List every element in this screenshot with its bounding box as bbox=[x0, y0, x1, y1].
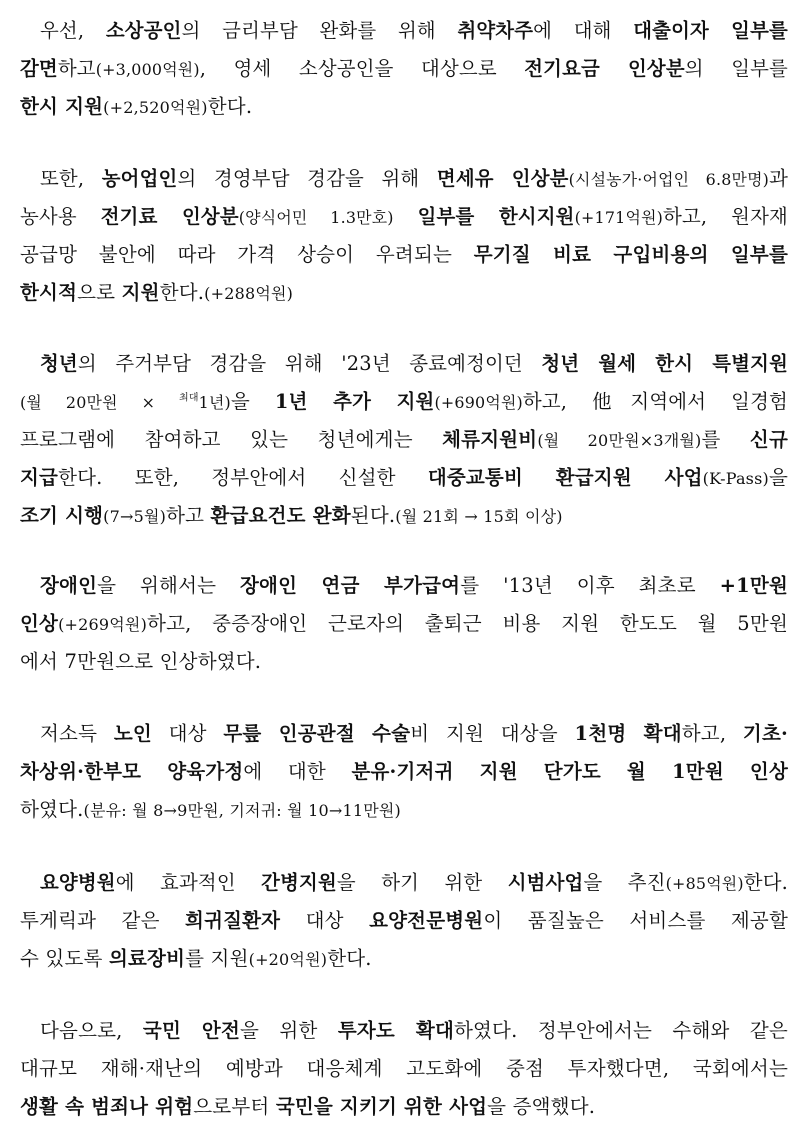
body-text: 대상 bbox=[280, 909, 370, 932]
bold-text: 조기 시행 bbox=[20, 504, 104, 527]
paragraph-7 bbox=[20, 1012, 788, 1126]
bold-text: 체류지원비 bbox=[442, 428, 538, 451]
note-text: (+171억원) bbox=[574, 208, 664, 227]
body-text: 하고, 他지역에서 일경험 bbox=[522, 390, 788, 413]
bold-text: 간병지원 bbox=[261, 871, 337, 894]
bold-text: 청년 bbox=[40, 352, 78, 375]
body-text: 을 하기 위한 bbox=[336, 871, 508, 894]
body-text: 를 '13년 이후 최초로 bbox=[460, 574, 720, 597]
bold-text: 차상위·한부모 양육가정 bbox=[20, 760, 244, 783]
bold-text: 무릎 인공관절 수술 bbox=[223, 722, 411, 745]
note-text: (월 21회 → 15회 이상) bbox=[395, 507, 563, 526]
body-text: 하고 bbox=[166, 504, 211, 527]
body-text: 하고, 중증장애인 근로자의 출퇴근 비용 지원 한도도 월 5만원 bbox=[147, 612, 788, 635]
body-text: 한다. bbox=[327, 947, 372, 970]
text-line bbox=[20, 198, 788, 236]
text-line bbox=[20, 459, 788, 497]
note-text: (+20억원) bbox=[248, 950, 328, 969]
body-text: 의 주거부담 경감을 위해 '23년 종료예정이던 bbox=[77, 352, 542, 375]
body-text: 한다. bbox=[743, 871, 788, 894]
body-text: 과 bbox=[769, 167, 788, 190]
bold-text: 노인 bbox=[113, 722, 152, 745]
text-line bbox=[20, 864, 788, 902]
note-text: (+85억원) bbox=[665, 874, 744, 893]
body-text: 농사용 bbox=[20, 205, 101, 228]
body-text: 다음으로, bbox=[40, 1019, 143, 1042]
bold-text: 전기료 인상분 bbox=[100, 205, 239, 228]
bold-text: 분유·기저귀 지원 단가도 월 1만원 인상 bbox=[351, 760, 788, 783]
bold-text: 무기질 비료 구입비용의 일부를 bbox=[473, 243, 788, 266]
note-text: (+3,000억원) bbox=[95, 60, 200, 79]
bold-text: 청년 월세 한시 특별지원 bbox=[541, 352, 788, 375]
body-text: 비 지원 대상을 bbox=[410, 722, 575, 745]
body-text: 하였다. 정부안에서는 수해와 같은 bbox=[453, 1019, 788, 1042]
bold-text: 의료장비 bbox=[108, 947, 186, 970]
body-text: 하고, 원자재 bbox=[663, 205, 788, 228]
text-line bbox=[20, 88, 788, 126]
text-line bbox=[20, 383, 788, 421]
note-text: (+288억원) bbox=[204, 284, 294, 303]
bold-text: 소상공인 bbox=[105, 19, 182, 42]
text-line bbox=[20, 497, 788, 535]
text-line bbox=[20, 345, 788, 383]
note-text: 1년) bbox=[198, 393, 231, 412]
text-line bbox=[20, 274, 788, 312]
body-text: 의 일부를 bbox=[684, 57, 788, 80]
bold-text: 희귀질환자 bbox=[185, 909, 281, 932]
body-text: 으로부터 bbox=[193, 1095, 276, 1118]
body-text: 투게릭과 같은 bbox=[20, 909, 186, 932]
paragraph-4 bbox=[20, 567, 788, 681]
note-text: (7→5월) bbox=[103, 507, 167, 526]
bold-text: 한시적 bbox=[20, 281, 78, 304]
text-line bbox=[20, 160, 788, 198]
note-text: (시설농가·어업인 6.8만명) bbox=[568, 170, 770, 189]
body-text: 의 경영부담 경감을 위해 bbox=[177, 167, 437, 190]
bold-text: 장애인 연금 부가급여 bbox=[240, 574, 461, 597]
body-text: 대상 bbox=[151, 722, 224, 745]
note-text: (분유: 월 8→9만원, 기저귀: 월 10→11만원) bbox=[83, 801, 402, 820]
paragraph-5 bbox=[20, 715, 788, 829]
text-line bbox=[20, 12, 788, 50]
body-text: 을 bbox=[768, 466, 788, 489]
body-text: 된다. bbox=[350, 504, 396, 527]
paragraph-6 bbox=[20, 864, 788, 978]
bold-text: 국민을 지키기 위한 사업 bbox=[275, 1095, 488, 1118]
body-text: 에 대해 bbox=[533, 19, 634, 42]
body-text: 을 증액했다. bbox=[487, 1095, 596, 1118]
text-line bbox=[20, 715, 788, 753]
note-text: (양식어민 1.3만호) bbox=[238, 208, 394, 227]
note-text: (+2,520억원) bbox=[103, 98, 208, 117]
bold-text: 투자도 확대 bbox=[337, 1019, 454, 1042]
bold-text: 일부를 한시지원 bbox=[417, 205, 575, 228]
text-line bbox=[20, 1012, 788, 1050]
paragraph-3 bbox=[20, 345, 788, 535]
bold-text: 인상 bbox=[20, 612, 59, 635]
body-text: 을 추진 bbox=[583, 871, 666, 894]
bold-text: 1천명 확대 bbox=[574, 722, 682, 745]
paragraph-2 bbox=[20, 160, 788, 312]
body-text: 을 위해서는 bbox=[97, 574, 240, 597]
note-text: (+690억원) bbox=[434, 393, 523, 412]
note-text: (월 20만원 × bbox=[20, 393, 180, 412]
bold-text: 장애인 bbox=[40, 574, 98, 597]
body-text: 수 있도록 bbox=[20, 947, 109, 970]
bold-text: 한시 지원 bbox=[20, 95, 104, 118]
body-text: 에서 7만원으로 인상하였다. bbox=[20, 650, 262, 673]
text-line bbox=[20, 643, 788, 681]
text-line bbox=[20, 421, 788, 459]
body-text: , 영세 소상공인을 대상으로 bbox=[199, 57, 525, 80]
text-line bbox=[20, 753, 788, 791]
body-text: 프로그램에 참여하고 있는 청년에게는 bbox=[20, 428, 443, 451]
bold-text: 기초· bbox=[742, 722, 788, 745]
body-text: 한다. bbox=[207, 95, 253, 118]
text-line bbox=[20, 1088, 788, 1126]
bold-text: 요양전문병원 bbox=[369, 909, 484, 932]
superscript-text: 최대 bbox=[179, 392, 199, 404]
bold-text: 전기요금 인상분 bbox=[524, 57, 685, 80]
note-text: (월 20만원×3개월) bbox=[537, 431, 702, 450]
text-line bbox=[20, 605, 788, 643]
body-text: 를 지원 bbox=[185, 947, 249, 970]
bold-text: 시범사업 bbox=[507, 871, 584, 894]
text-line bbox=[20, 1050, 788, 1088]
text-line bbox=[20, 902, 788, 940]
body-text: 을 bbox=[230, 390, 275, 413]
body-text: 저소득 bbox=[40, 722, 114, 745]
text-line bbox=[20, 50, 788, 88]
bold-text: 감면 bbox=[20, 57, 58, 80]
note-text: (K-Pass) bbox=[702, 469, 769, 488]
bold-text: 지원 bbox=[121, 281, 160, 304]
bold-text: 농어업인 bbox=[101, 167, 178, 190]
body-text: 에 대한 bbox=[243, 760, 352, 783]
body-text: 이 품질높은 서비스를 제공할 bbox=[483, 909, 788, 932]
body-text: 한다. bbox=[159, 281, 205, 304]
body-text: 를 bbox=[701, 428, 750, 451]
bold-text: 대중교통비 환급지원 사업 bbox=[427, 466, 703, 489]
bold-text: 요양병원 bbox=[40, 871, 116, 894]
body-text: 우선, bbox=[40, 19, 106, 42]
text-line bbox=[20, 791, 788, 829]
note-text: (+269억원) bbox=[58, 615, 148, 634]
body-text: 을 위한 bbox=[240, 1019, 338, 1042]
body-text: 하고 bbox=[57, 57, 96, 80]
bold-text: 국민 안전 bbox=[142, 1019, 241, 1042]
body-text: 하였다. bbox=[20, 798, 84, 821]
bold-text: 신규 bbox=[749, 428, 788, 451]
body-text: 한다. 또한, 정부안에서 신설한 bbox=[58, 466, 428, 489]
body-text: 공급망 불안에 따라 가격 상승이 우려되는 bbox=[20, 243, 474, 266]
paragraph-1 bbox=[20, 12, 788, 126]
text-line bbox=[20, 236, 788, 274]
body-text bbox=[394, 205, 418, 228]
body-text: 에 효과적인 bbox=[115, 871, 262, 894]
body-text: 으로 bbox=[77, 281, 122, 304]
text-line bbox=[20, 940, 788, 978]
bold-text: 대출이자 일부를 bbox=[633, 19, 788, 42]
bold-text: 1년 추가 지원 bbox=[274, 390, 435, 413]
text-line bbox=[20, 567, 788, 605]
body-text: 또한, bbox=[40, 167, 102, 190]
bold-text: 면세유 인상분 bbox=[436, 167, 569, 190]
body-text: 하고, bbox=[681, 722, 743, 745]
bold-text: 환급요건도 완화 bbox=[210, 504, 351, 527]
bold-text: 취약차주 bbox=[457, 19, 534, 42]
bold-text: 생활 속 범죄나 위험 bbox=[20, 1095, 194, 1118]
body-text: 의 금리부담 완화를 위해 bbox=[181, 19, 458, 42]
body-text: 대규모 재해·재난의 예방과 대응체계 고도화에 중점 투자했다면, 국회에서는 bbox=[20, 1057, 788, 1080]
bold-text: +1만원 bbox=[719, 574, 788, 597]
bold-text: 지급 bbox=[20, 466, 59, 489]
